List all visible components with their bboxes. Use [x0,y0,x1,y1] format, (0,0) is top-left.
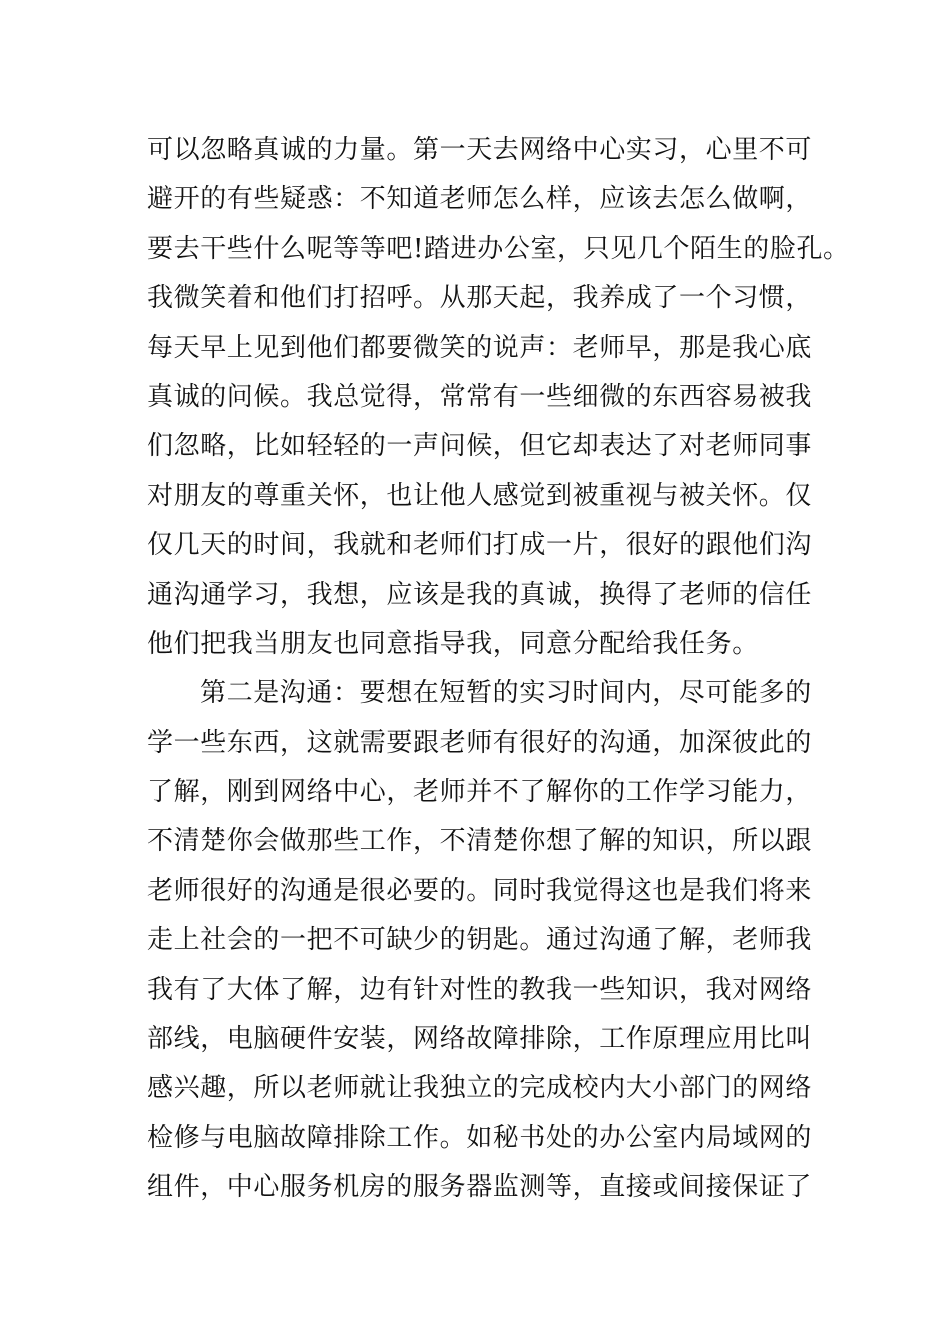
text-line: 不清楚你会做那些工作，不清楚你想了解的知识，所以跟 [147,826,813,857]
text-line: 走上社会的一把不可缺少的钥匙。通过沟通了解，老师我 [147,925,813,956]
text-line: 每天早上见到他们都要微笑的说声：老师早，那是我心底 [147,332,813,363]
text-line: 避开的有些疑惑：不知道老师怎么样，应该去怎么做啊， [147,184,813,215]
text-line: 要去干些什么呢等等吧!踏进办公室，只见几个陌生的脸孔。 [147,233,850,264]
text-line: 部线，电脑硬件安装，网络故障排除，工作原理应用比叫 [147,1024,813,1055]
text-line: 了解，刚到网络中心，老师并不了解你的工作学习能力， [147,777,813,808]
paragraph-start-line: 第二是沟通：要想在短暂的实习时间内，尽可能多的 [200,678,812,709]
text-line: 仅几天的时间，我就和老师们打成一片，很好的跟他们沟 [147,530,813,561]
text-line: 学一些东西，这就需要跟老师有很好的沟通，加深彼此的 [147,727,813,758]
text-line: 组件，中心服务机房的服务器监测等，直接或间接保证了 [147,1172,813,1203]
text-line: 检修与电脑故障排除工作。如秘书处的办公室内局域网的 [147,1122,813,1153]
text-line: 对朋友的尊重关怀，也让他人感觉到被重视与被关怀。仅 [147,480,813,511]
text-line: 们忽略，比如轻轻的一声问候，但它却表达了对老师同事 [147,431,813,462]
text-line: 我微笑着和他们打招呼。从那天起，我养成了一个习惯， [147,283,813,314]
text-line: 通沟通学习，我想，应该是我的真诚，换得了老师的信任 [147,579,813,610]
text-line: 感兴趣，所以老师就让我独立的完成校内大小部门的网络 [147,1073,813,1104]
text-line: 老师很好的沟通是很必要的。同时我觉得这也是我们将来 [147,875,813,906]
text-line: 我有了大体了解，边有针对性的教我一些知识，我对网络 [147,974,813,1005]
text-line: 可以忽略真诚的力量。第一天去网络中心实习，心里不可 [147,135,813,165]
text-line: 真诚的问候。我总觉得，常常有一些细微的东西容易被我 [147,381,813,412]
body-text [147,126,850,1213]
text-line: 他们把我当朋友也同意指导我，同意分配给我任务。 [147,628,759,659]
